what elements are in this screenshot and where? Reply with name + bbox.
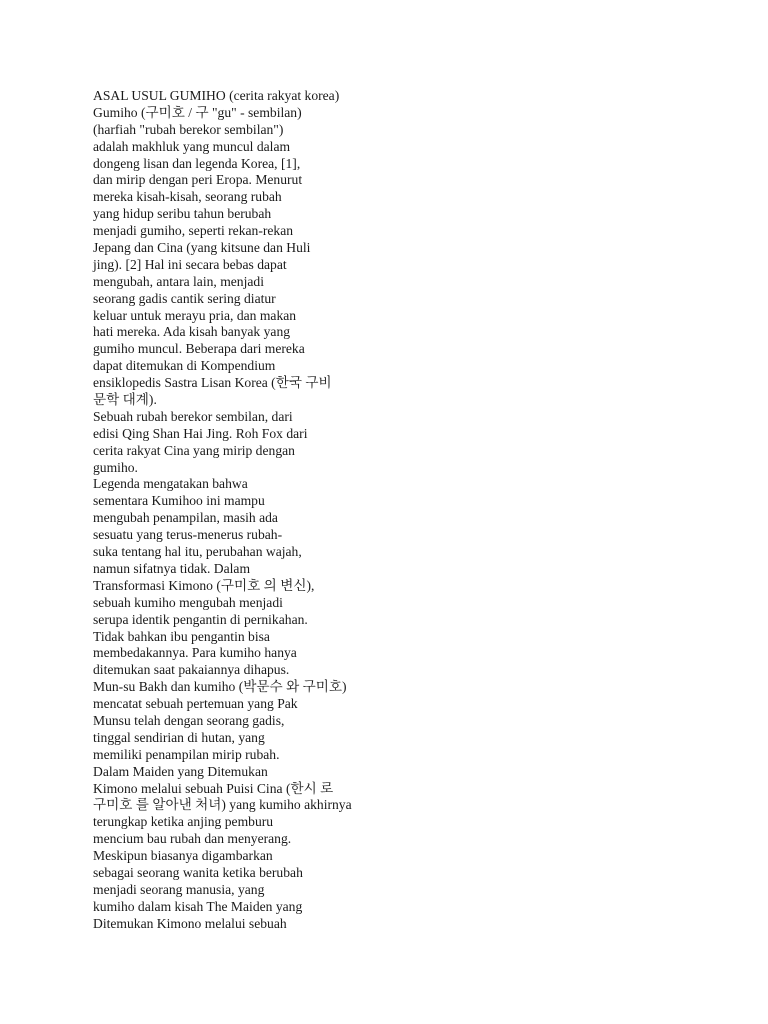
text-line: Transformasi Kimono (구미호 의 변신),	[93, 577, 315, 593]
text-line: serupa identik pengantin di pernikahan.	[93, 611, 308, 627]
text-line: sebuah kumiho mengubah menjadi	[93, 594, 283, 610]
text-line: Meskipun biasanya digambarkan	[93, 848, 273, 864]
text-line: gumiho muncul. Beberapa dari mereka	[93, 341, 305, 357]
text-line: menjadi seorang manusia, yang	[93, 881, 265, 897]
text-line: Kimono melalui sebuah Puisi Cina (한시 로	[93, 780, 334, 796]
text-line: gumiho.	[93, 459, 138, 475]
text-line: suka tentang hal itu, perubahan wajah,	[93, 544, 302, 560]
text-line: Gumiho (구미호 / 구 "gu" - sembilan)	[93, 104, 302, 120]
text-line: menjadi gumiho, seperti rekan-rekan	[93, 223, 294, 239]
text-line: cerita rakyat Cina yang mirip dengan	[93, 442, 295, 458]
text-line: tinggal sendirian di hutan, yang	[93, 729, 265, 745]
text-line: Ditemukan Kimono melalui sebuah	[93, 915, 287, 931]
document-title-line: ASAL USUL GUMIHO (cerita rakyat korea)	[93, 88, 340, 103]
text-line: mereka kisah-kisah, seorang rubah	[93, 189, 282, 205]
text-line: ditemukan saat pakaiannya dihapus.	[93, 662, 290, 678]
text-line: dan mirip dengan peri Eropa. Menurut	[93, 172, 303, 188]
text-line: sebagai seorang wanita ketika berubah	[93, 864, 303, 880]
article-text	[93, 88, 413, 933]
text-line: Mun-su Bakh dan kumiho (박문수 와 구미호)	[93, 679, 347, 695]
text-line: (harfiah "rubah berekor sembilan")	[93, 121, 284, 137]
text-line: dapat ditemukan di Kompendium	[93, 358, 276, 374]
text-line: Munsu telah dengan seorang gadis,	[93, 712, 285, 728]
text-line: edisi Qing Shan Hai Jing. Roh Fox dari	[93, 425, 308, 441]
text-line: mengubah, antara lain, menjadi	[93, 273, 264, 289]
text-line: Sebuah rubah berekor sembilan, dari	[93, 408, 293, 424]
text-line: Dalam Maiden yang Ditemukan	[93, 763, 268, 779]
text-line: 문학 대계).	[93, 392, 157, 408]
text-line: jing). [2] Hal ini secara bebas dapat	[93, 256, 287, 272]
text-line: Legenda mengatakan bahwa	[93, 476, 248, 492]
text-line: terungkap ketika anjing pemburu	[93, 814, 274, 830]
text-line: kumiho dalam kisah The Maiden yang	[93, 898, 303, 914]
text-line: dongeng lisan dan legenda Korea, [1],	[93, 155, 301, 171]
text-line: sesuatu yang terus-menerus rubah-	[93, 527, 283, 543]
text-line: mencium bau rubah dan menyerang.	[93, 831, 292, 847]
text-line: mencatat sebuah pertemuan yang Pak	[93, 696, 298, 712]
text-line: Tidak bahkan ibu pengantin bisa	[93, 628, 270, 644]
text-line: yang hidup seribu tahun berubah	[93, 206, 272, 222]
text-line: Jepang dan Cina (yang kitsune dan Huli	[93, 240, 311, 256]
text-line: membedakannya. Para kumiho hanya	[93, 645, 297, 661]
text-line: sementara Kumihoo ini mampu	[93, 493, 265, 509]
text-line: keluar untuk merayu pria, dan makan	[93, 307, 297, 323]
text-line: adalah makhluk yang muncul dalam	[93, 138, 291, 154]
text-line: namun sifatnya tidak. Dalam	[93, 560, 251, 576]
text-line: ensiklopedis Sastra Lisan Korea (한국 구비	[93, 375, 332, 391]
text-line: mengubah penampilan, masih ada	[93, 510, 278, 526]
text-line: 구미호 를 알아낸 처녀) yang kumiho akhirnya	[93, 797, 352, 813]
text-line: memiliki penampilan mirip rubah.	[93, 746, 280, 762]
text-line: seorang gadis cantik sering diatur	[93, 290, 276, 306]
text-line: hati mereka. Ada kisah banyak yang	[93, 324, 291, 340]
